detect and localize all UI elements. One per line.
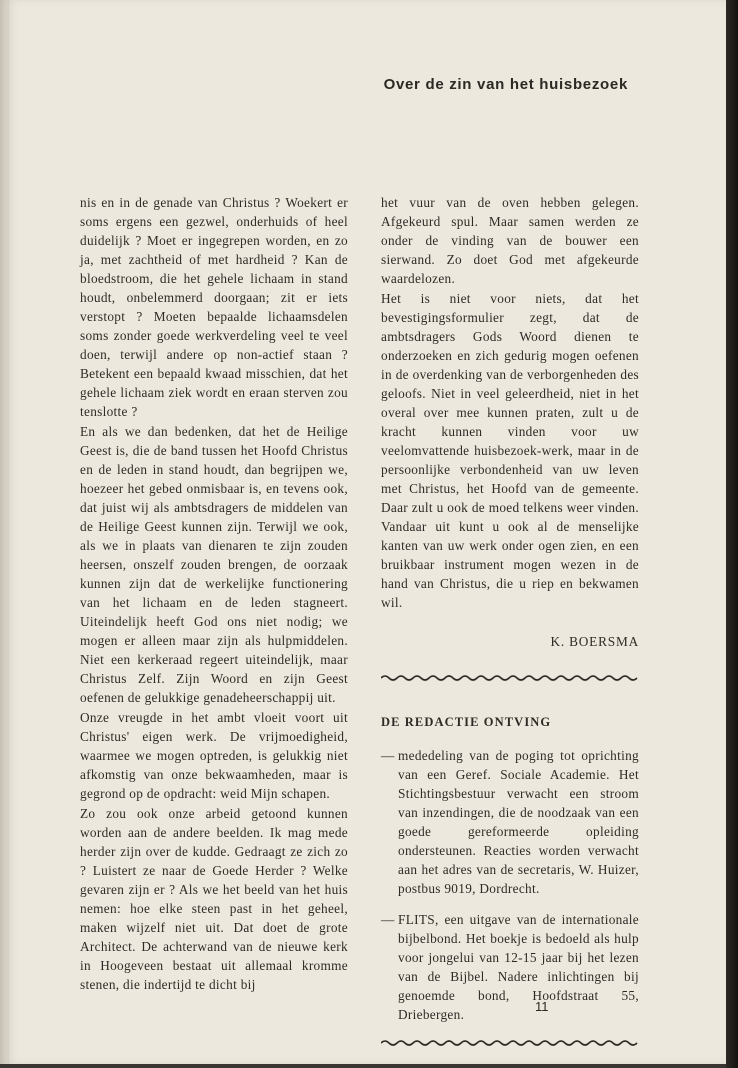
item-dash: — bbox=[381, 748, 395, 763]
left-paragraph-3: Onze vreugde in het ambt vloeit voort uit Christus' eigen werk. De vrijmoedigheid, waarmee we mogen optreden, is gelukkig niet afkomstig van onze bekwaamheden, maar is gegrond op de opdracht: weid Mijn schapen. bbox=[80, 710, 348, 801]
page-binding-edge bbox=[6, 0, 9, 1064]
list-item bbox=[381, 910, 639, 1024]
section-title: DE REDACTIE ONTVING bbox=[381, 715, 552, 729]
author-signature: K. BOERSMA bbox=[550, 634, 639, 649]
left-column bbox=[80, 193, 348, 995]
running-header: Over de zin van het huisbezoek bbox=[383, 76, 628, 93]
right-column bbox=[381, 193, 639, 1048]
list-item bbox=[381, 746, 639, 898]
item-text: FLITS, een uitgave van de internationale bijbelbond. Het boekje is bedoeld als hulp voor jongelui van 12-15 jaar bij het lezen van de Bijbel. Nadere inlichtingen bij genoemde bond, Hoofdstraat 55, Driebergen. bbox=[398, 912, 639, 1022]
book-edge-shadow bbox=[726, 0, 738, 1068]
right-paragraph-1: het vuur van de oven hebben gelegen. Afgekeurd spul. Maar samen werden ze onder de vinding van de bouwer een sierwand. Zo doet God met afgekeurde waardelozen. bbox=[381, 195, 639, 286]
item-text: mededeling van de poging tot oprichting van een Geref. Sociale Academie. Het Stichtingsbestuur verwacht een stroom van inzendingen, die de noodzaak van een goede gereformeerde opleiding ondersteunen. Reacties worden verwacht aan het adres van de secretaris, W. Huizer, postbus 9019, Dordrecht. bbox=[398, 748, 639, 896]
item-dash: — bbox=[381, 912, 395, 927]
wavy-divider-top bbox=[381, 673, 639, 683]
left-paragraph-2: En als we dan bedenken, dat het de Heilige Geest is, die de band tussen het Hoofd Christus en de leden in stand houdt, dan begrijpen we, hoezeer het gebed onmisbaar is, en tevens ook, dat juist wij als ambtsdragers de middelen van de Heilige Geest kunnen zijn. Terwijl we ook, als we in plaats van dienaren te zijn zouden heersen, onszelf zouden brengen, de oorzaak kunnen zijn dat de werkelijke functionering van het lichaam en de leden stagneert. Uiteindelijk heeft God ons niet nodig; we mogen er alleen maar zijn als hulpmiddelen. Niet een kerkeraad regeert uiteindelijk, maar Christus Zelf. Zijn Woord en zijn Geest oefenen de gelukkige genadeheerschappij uit. bbox=[80, 424, 348, 705]
left-paragraph-4: Zo zou ook onze arbeid getoond kunnen worden aan de andere beelden. Ik mag mede herder zijn over de kudde. Gedraagt ze zich zo ? Luistert ze naar de Goede Herder ? Welke gevaren zijn er ? Als we het beeld van het huis nemen: hoe elke steen past in het geheel, maken wijzelf niet uit. Dat doet de grote Architect. De achterwand van de nieuwe kerk in Hoogeveen bestaat uit allemaal kromme stenen, die indertijd te dicht bij bbox=[80, 806, 348, 992]
left-paragraph-1: nis en in de genade van Christus ? Woekert er soms ergens een gezwel, onderhuids of heel duidelijk ? Moet er ingegrepen worden, en zo ja, met zachtheid of met hardheid ? Kan de bloedstroom, die het gehele lichaam in stand houdt, onbelemmerd doorgaan; zit er iets verstopt ? Moeten bepaalde lichaamsdelen soms zonder goede werkverdeling veel te veel doen, terwijl andere op non-actief staan ? Betekent een bepaald kwaad misschien, dat het gehele lichaam ziek wordt en eraan sterven zou tenslotte ? bbox=[80, 195, 348, 419]
wavy-divider-bottom bbox=[381, 1038, 639, 1048]
page-number: 11 bbox=[535, 999, 549, 1014]
right-paragraph-2: Het is niet voor niets, dat het bevestigingsformulier zegt, dat de ambtsdragers Gods Woord dienen te onderzoeken en zich gedurig mogen oefenen in de overdenking van de verborgenheden des geloofs. Niet in veel geleerdheid, niet in het overal over mee kunnen praten, zult u de kracht kunnen vinden voor uw veelomvattende huisbezoek-werk, maar in de persoonlijke verbondenheid van uw leven met Christus, het Hoofd van de gemeente. Daar zult u ook de moed telkens weer vinden. Vandaar uit kunt u ook al de menselijke kanten van uw werk onder ogen zien, en een bruikbaar instrument mogen wezen in de hand van Christus, die u riep en bekwamen wil. bbox=[381, 291, 639, 610]
